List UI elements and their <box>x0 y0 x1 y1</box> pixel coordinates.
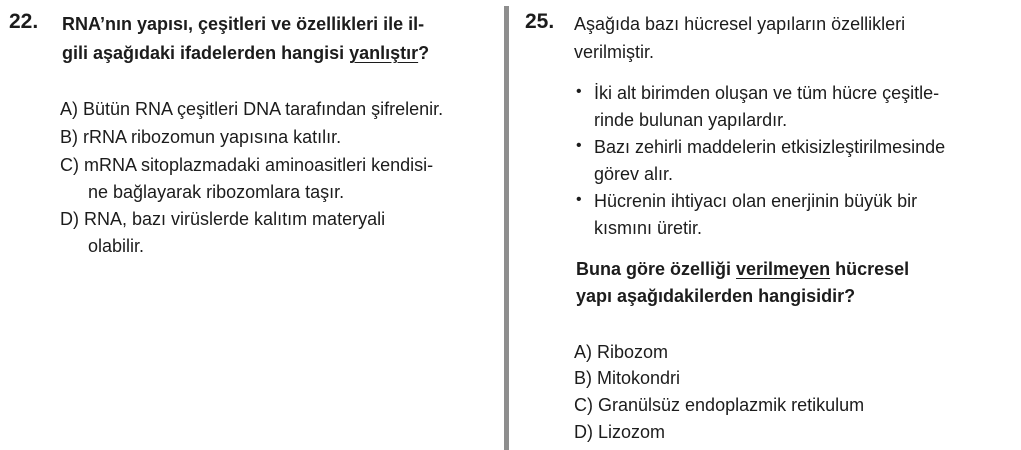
question-number: 22. <box>9 10 39 33</box>
bullet-icon: • <box>576 83 582 100</box>
question-stem-line-2 <box>62 40 429 66</box>
question-intro-line-1: Aşağıda bazı hücresel yapıların özellikleri <box>574 14 906 34</box>
question-stem-line-1: RNA’nın yapısı, çeşitleri ve özellikleri ile il- <box>62 14 425 34</box>
option-b: B) rRNA ribozomun yapısına katılır. <box>60 127 342 147</box>
bullet-icon: • <box>576 137 582 154</box>
column-divider <box>504 6 509 450</box>
option-b: B) Mitokondri <box>574 368 681 388</box>
stem-text: gili aşağıdaki ifadelerden hangisi <box>62 43 350 63</box>
prompt-emphasis: verilmeyen <box>736 259 831 279</box>
option-d-line-2: olabilir. <box>88 236 145 256</box>
bullet-icon: • <box>576 191 582 208</box>
bullet-2-line-2: görev alır. <box>594 164 674 184</box>
question-prompt-line-2: yapı aşağıdakilerden hangisidir? <box>576 286 856 306</box>
prompt-text-tail: hücresel <box>830 259 910 279</box>
stem-question-mark: ? <box>418 43 430 63</box>
prompt-text: Buna göre özelliği <box>576 259 737 279</box>
question-prompt-line-1 <box>576 256 909 282</box>
option-a: A) Ribozom <box>574 342 669 362</box>
bullet-3-line-1: Hücrenin ihtiyacı olan enerjinin büyük bir <box>594 191 918 211</box>
question-intro-line-2: verilmiştir. <box>574 42 654 62</box>
option-d-line-1: D) RNA, bazı virüslerde kalıtım materyali <box>60 209 386 229</box>
bullet-1-line-2: rinde bulunan yapılardır. <box>594 110 788 130</box>
option-c-line-2: ne bağlayarak ribozomlara taşır. <box>88 182 345 202</box>
option-c-line-1: C) mRNA sitoplazmadaki aminoasitleri kendisi- <box>60 155 434 175</box>
question-number: 25. <box>525 10 555 33</box>
bullet-3-line-2: kısmını üretir. <box>594 218 703 238</box>
bullet-1-line-1: İki alt birimden oluşan ve tüm hücre çeşitle- <box>594 83 940 103</box>
option-a: A) Bütün RNA çeşitleri DNA tarafından şifrelenir. <box>60 99 444 119</box>
option-c: C) Granülsüz endoplazmik retikulum <box>574 395 865 415</box>
bullet-2-line-1: Bazı zehirli maddelerin etkisizleştirilmesinde <box>594 137 946 157</box>
option-d: D) Lizozom <box>574 422 666 442</box>
stem-emphasis: yanlıştır <box>349 43 419 63</box>
